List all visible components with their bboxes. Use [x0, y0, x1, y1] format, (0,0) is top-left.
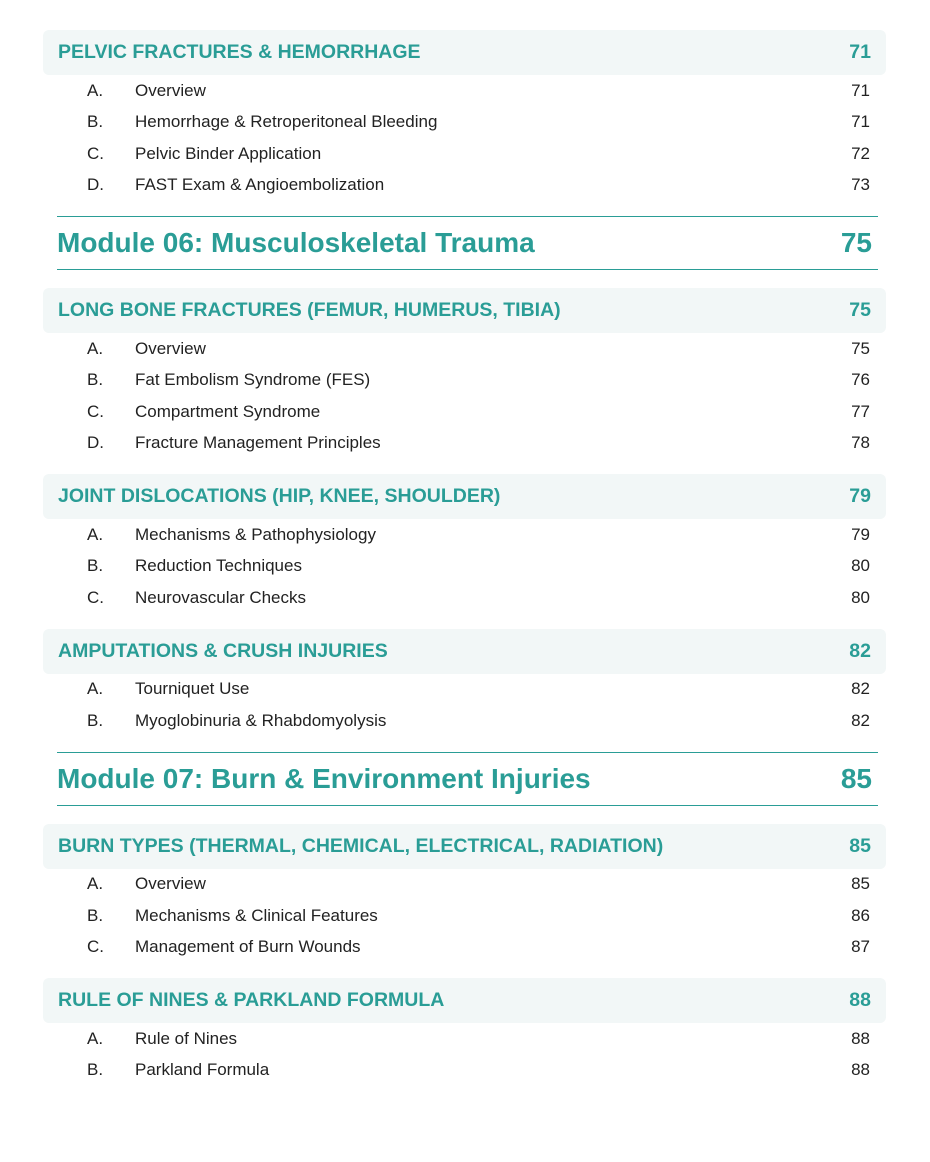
item-letter: A. [87, 874, 104, 893]
item-letter: C. [87, 402, 104, 421]
item-letter: B. [87, 711, 104, 730]
item-page-number: 77 [851, 402, 870, 421]
toc-item[interactable] [0, 368, 930, 392]
item-label: Overview [135, 81, 206, 100]
item-page-number: 71 [851, 112, 870, 131]
item-label: Compartment Syndrome [135, 402, 321, 421]
section-title: PELVIC FRACTURES & HEMORRHAGE [58, 41, 421, 63]
toc-item[interactable] [0, 110, 930, 134]
module-title: Module 07: Burn & Environment Injuries [57, 763, 591, 794]
toc-item[interactable] [0, 1058, 930, 1082]
section-page-number: 79 [849, 485, 871, 507]
section-page-number: 82 [849, 640, 871, 662]
item-letter: A. [87, 679, 104, 698]
toc-item[interactable] [0, 554, 930, 578]
section-title: AMPUTATIONS & CRUSH INJURIES [58, 640, 388, 662]
item-page-number: 78 [851, 433, 870, 452]
section-page-number: 85 [849, 835, 871, 857]
toc-item[interactable] [0, 337, 930, 361]
toc-item[interactable] [0, 1027, 930, 1051]
item-label: Reduction Techniques [135, 556, 302, 575]
toc-item[interactable] [0, 173, 930, 197]
toc-section-burn-types[interactable] [43, 824, 886, 869]
toc-item[interactable] [0, 709, 930, 733]
item-letter: A. [87, 1029, 104, 1048]
section-page-number: 71 [849, 41, 871, 63]
item-page-number: 82 [851, 679, 870, 698]
item-letter: C. [87, 588, 104, 607]
item-label: Mechanisms & Clinical Features [135, 906, 378, 925]
item-page-number: 72 [851, 144, 870, 163]
item-page-number: 76 [851, 370, 870, 389]
item-page-number: 73 [851, 175, 870, 194]
item-label: Myoglobinuria & Rhabdomyolysis [135, 711, 387, 730]
item-page-number: 88 [851, 1029, 870, 1048]
item-label: Hemorrhage & Retroperitoneal Bleeding [135, 112, 438, 131]
section-page-number: 88 [849, 989, 871, 1011]
toc-item[interactable] [0, 431, 930, 455]
toc-module-06[interactable] [57, 216, 878, 270]
module-page-number: 75 [840, 227, 872, 258]
toc-item[interactable] [0, 935, 930, 959]
item-letter: B. [87, 906, 104, 925]
toc-item[interactable] [0, 677, 930, 701]
item-page-number: 86 [851, 906, 870, 925]
toc-item[interactable] [0, 904, 930, 928]
toc-module-07[interactable] [57, 752, 878, 806]
item-letter: B. [87, 370, 104, 389]
item-label: Overview [135, 874, 206, 893]
item-letter: A. [87, 81, 104, 100]
section-title: RULE OF NINES & PARKLAND FORMULA [58, 989, 445, 1011]
item-label: Management of Burn Wounds [135, 937, 361, 956]
item-label: Fat Embolism Syndrome (FES) [135, 370, 371, 389]
item-label: Fracture Management Principles [135, 433, 381, 452]
section-title: BURN TYPES (THERMAL, CHEMICAL, ELECTRICAL, RADIATION) [58, 835, 664, 857]
toc-section-rule-of-nines[interactable] [43, 978, 886, 1023]
item-label: Neurovascular Checks [135, 588, 307, 607]
item-letter: B. [87, 112, 104, 131]
toc-section-pelvic-fractures[interactable] [43, 30, 886, 75]
toc-section-joint-dislocations[interactable] [43, 474, 886, 519]
item-label: Mechanisms & Pathophysiology [135, 525, 376, 544]
toc-section-long-bone-fractures[interactable] [43, 288, 886, 333]
item-page-number: 88 [851, 1060, 870, 1079]
item-label: Rule of Nines [135, 1029, 238, 1048]
toc-item[interactable] [0, 142, 930, 166]
toc-item[interactable] [0, 586, 930, 610]
item-letter: C. [87, 937, 104, 956]
section-title: JOINT DISLOCATIONS (HIP, KNEE, SHOULDER) [58, 485, 501, 507]
item-label: Parkland Formula [135, 1060, 270, 1079]
toc-item[interactable] [0, 400, 930, 424]
toc-item[interactable] [0, 523, 930, 547]
item-label: FAST Exam & Angioembolization [135, 175, 385, 194]
item-label: Tourniquet Use [135, 679, 250, 698]
item-letter: A. [87, 339, 104, 358]
module-page-number: 85 [840, 763, 872, 794]
toc-section-amputations[interactable] [43, 629, 886, 674]
section-page-number: 75 [849, 299, 871, 321]
toc-item[interactable] [0, 872, 930, 896]
item-page-number: 75 [851, 339, 870, 358]
module-title: Module 06: Musculoskeletal Trauma [57, 227, 535, 258]
section-title: LONG BONE FRACTURES (FEMUR, HUMERUS, TIBIA) [58, 299, 561, 321]
item-page-number: 71 [851, 81, 870, 100]
item-page-number: 79 [851, 525, 870, 544]
toc-item[interactable] [0, 79, 930, 103]
item-label: Overview [135, 339, 206, 358]
item-letter: A. [87, 525, 104, 544]
item-page-number: 80 [851, 556, 870, 575]
item-letter: C. [87, 144, 104, 163]
item-letter: D. [87, 433, 104, 452]
item-letter: B. [87, 1060, 104, 1079]
item-letter: D. [87, 175, 104, 194]
item-page-number: 87 [851, 937, 870, 956]
item-label: Pelvic Binder Application [135, 144, 322, 163]
item-page-number: 80 [851, 588, 870, 607]
item-page-number: 85 [851, 874, 870, 893]
item-letter: B. [87, 556, 104, 575]
item-page-number: 82 [851, 711, 870, 730]
